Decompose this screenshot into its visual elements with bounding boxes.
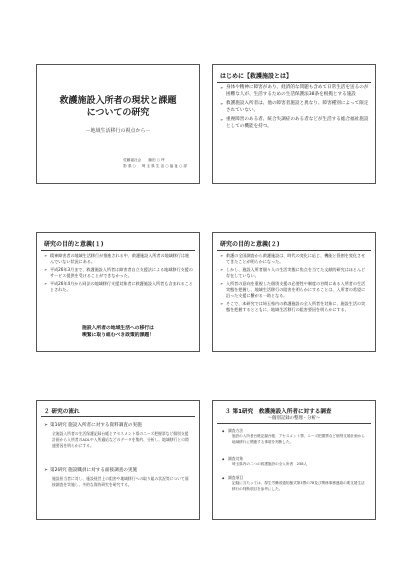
item-text: 施設の入所者台帳記録台帳、アセスメント票、ニーズ把握票など個別支援計画から地域移行に関連する事項を判断した。	[232, 434, 365, 444]
title-line-2: についての研究	[86, 108, 150, 118]
bullet-item	[220, 253, 369, 265]
emphasis-line-2: 喫緊に取り組むべき政策的課題！	[82, 333, 154, 338]
bullet-text: そこで、本研究では埼玉県内の救護施設の全入所者を対象に、施設生活の実態を把握するとともに、地域生活移行の阻害要因を明らかにする。	[226, 301, 366, 312]
arrow-bullet-icon: ➢	[44, 281, 48, 286]
arrow-bullet-icon: ➢	[44, 423, 48, 428]
arrow-bullet-icon: ➢	[44, 267, 48, 272]
slide-title	[36, 64, 200, 184]
author-line-2: 影 県 ○ 埼 玉 県 生 活 ○ 福 祉 ○ 部	[123, 164, 187, 168]
heading-divider	[41, 416, 195, 417]
diamond-bullet-icon: ◆	[222, 476, 225, 480]
section-text: 施設担当者に対し、施設経営上の阻害や地域移行への取り組み状況等について面接調査を実施し、多的な質的研究を研究する。	[52, 476, 189, 487]
bullet-item	[220, 267, 369, 279]
bullet-item	[220, 101, 369, 114]
heading-divider	[217, 82, 371, 83]
arrow-bullet-icon: ➢	[44, 468, 48, 473]
section-title-text: 第1研究 施設入所者に対する資料調査の実施	[50, 423, 142, 428]
item-label-text: 調査対象	[228, 456, 244, 461]
diamond-bullet-icon: ◆	[222, 429, 225, 433]
author-line-1: 佐藤福社会 藤田 ○ 坪	[123, 158, 165, 162]
bullet-text: 救護施設入所者は、他の障害者施設と異なり、障害種別によって限定されていない。	[226, 101, 369, 113]
bullet-list	[220, 85, 369, 134]
arrow-bullet-icon: ➢	[220, 101, 224, 107]
arrow-bullet-icon: ➢	[220, 301, 224, 306]
item-text: 埼玉県内の二つの救護施設の全入所者 258人	[232, 462, 308, 466]
emphasis-line-1: 施設入所者の地域生活への移行は	[82, 326, 154, 331]
slide-study-1	[212, 400, 376, 520]
bullet-item	[44, 281, 193, 293]
bullet-text: 精神障害者の地域生活移行が推進される中、救護施設入所者の地域移行は進んでいない状況にある。	[50, 253, 190, 264]
heading-divider	[217, 423, 371, 424]
heading-divider	[217, 250, 371, 251]
section-text: 全施設入所者の生活保護記録台帳とアセスメント票のニーズ把握票など個別支援計画から入所者のADLや入所適応などのデータを集約、分析し、地域移行との関連要因を明らかにする。	[52, 431, 189, 448]
bullet-item	[44, 253, 193, 265]
slide-research-flow	[36, 400, 200, 520]
bullet-list	[220, 253, 369, 315]
item-label-text: 調査方法	[228, 428, 244, 433]
bullet-text: 入所者の意向を重視した個別支援の必要性や制度の谷間にある入所者の生活実態を把握し、地域生活移行の阻害を明らかにすることは、入所者の希望に沿った支援に繋がる一助となる。	[226, 281, 366, 298]
arrow-bullet-icon: ➢	[220, 281, 224, 286]
bullet-list	[44, 253, 193, 295]
title-line-1: 救護施設入所者の現状と課題	[59, 96, 177, 106]
emphasis-text	[37, 325, 199, 339]
arrow-bullet-icon: ➢	[220, 253, 224, 258]
slide-heading: ３ 第1研究 救護施設入所者に対する調査	[225, 409, 332, 415]
arrow-bullet-icon: ➢	[220, 85, 224, 90]
arrow-bullet-icon: ➢	[220, 117, 224, 123]
bullet-item	[220, 281, 369, 299]
slide-heading: 研究の目的と意義(１)	[44, 241, 104, 248]
arrow-bullet-icon: ➢	[220, 267, 224, 272]
item-label-text: 調査項目	[228, 475, 244, 480]
slide-purpose-1	[36, 232, 200, 352]
slide-heading: はじめに【救護施設とは】	[220, 73, 293, 80]
bullet-text: 身体や精神に障害があり、経済的な問題も含めて日常生活を送るのが困難な人が、生活するための生活保護法38条を根拠とする施設	[226, 85, 369, 97]
bullet-text: 平成26年3月まで、救護施設入所者は障害者自立支援法による地域移行支援のサービス提供を受けることができなかった。	[50, 267, 193, 278]
section-title-text: 第2研究 施設職員に対する面接調査の実施	[50, 468, 138, 473]
bullet-item	[220, 85, 369, 98]
bullet-text: しかし、施設入所者個々人の生活実態に焦点を当てた文献的研究はほとんど存在していない。	[226, 267, 366, 278]
item-text: 記録に当たっては、厚生労働省通知様式第3票の78及び関係事務連絡の要支援生活移行の判断項目を参考にした。	[232, 481, 365, 491]
bullet-item	[44, 267, 193, 279]
slide-introduction	[212, 64, 376, 184]
bullet-text: 平成26年4月から同法の地域移行支援対象者に救護施設入所者も含まれることとされた。	[50, 281, 193, 292]
arrow-bullet-icon: ➢	[44, 253, 48, 258]
heading-divider	[41, 250, 195, 251]
section-title	[44, 422, 193, 428]
bullet-item	[220, 301, 369, 313]
slide-subheading: ～個別記録の整理・分析～	[267, 416, 321, 421]
presentation-title	[37, 95, 199, 119]
slide-heading: 研究の目的と意義(２)	[220, 241, 280, 248]
bullet-item	[220, 117, 369, 130]
bullet-text: 重複障害のある者、統合失調症のある者などが生活する総合福祉施設としての機能を持つ。	[226, 117, 369, 129]
section-title	[44, 467, 193, 473]
diamond-bullet-icon: ◆	[222, 457, 225, 461]
slide-heading: ２ 研究の流れ	[44, 409, 80, 415]
presentation-subtitle: －地域生活移行の視点から－	[85, 128, 151, 134]
slide-purpose-2	[212, 232, 376, 352]
bullet-text: 救護の全国調査から救護施設は、時代の変化に応じ、機能と役割を変化させてきたことが明らかになった。	[226, 253, 366, 264]
author-block	[123, 157, 187, 169]
